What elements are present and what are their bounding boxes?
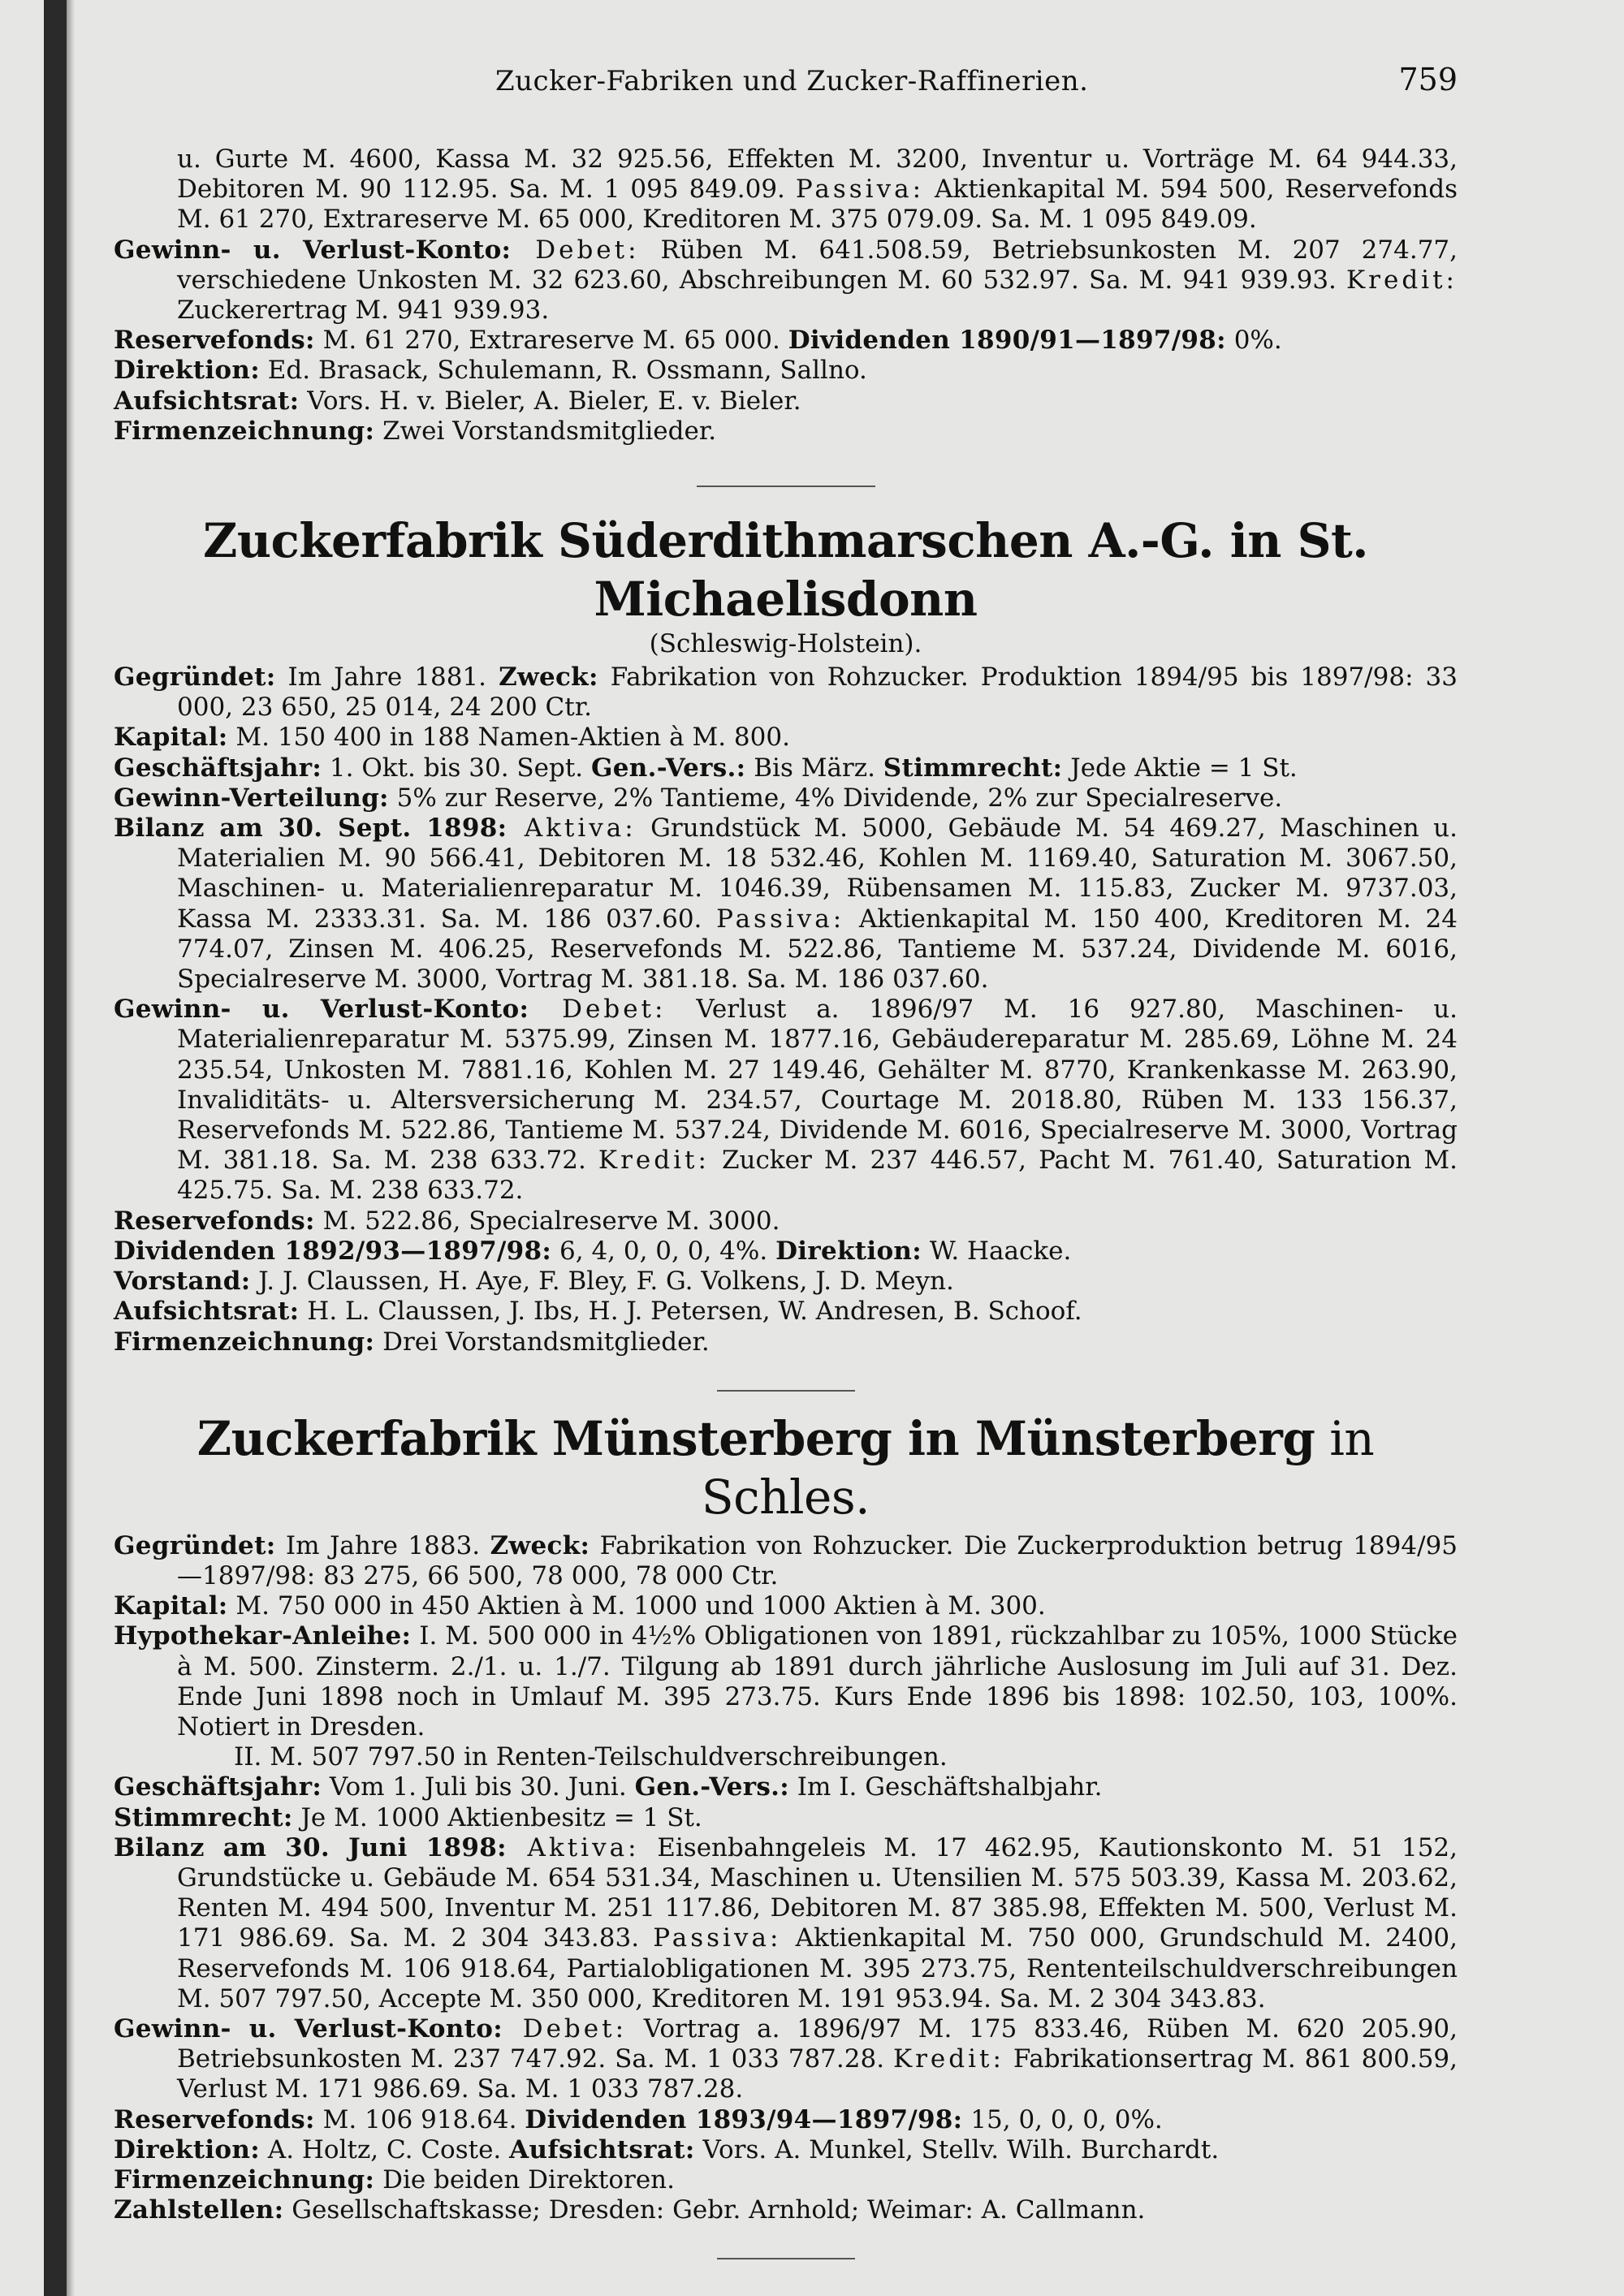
debet-text: Verlust a. 1896/97 M. 16 927.80, Maschinen- u. Materialienreparatur M. 5375.99, Zinsen M. 1877.16, Gebäudereparatur M. 285.69, Löhne M. 24 235.54, Unkosten M. 7881.16, Kohlen M. 27 149.46, Gehälter M. 8770, Krankenkasse M. 263.90, Invaliditäts- u. Altersversicherung M. 234.57, Courtage M. 2018.80, Rüben M. 133 156.37, Reservefonds M. 522.86, Tantieme M. 537.24, Dividende M. 6016, Specialreserve M. 3000, Vortrag M. 381.18. Sa. M. 238 633.72. [177,995,1458,1176]
hypothekar-anleihe-paragraph [114,1621,1458,1742]
bilanz-label: Bilanz am 30. Sept. 1898: [114,814,508,844]
reservefonds-label: Reservefonds: [114,2104,315,2134]
reservefonds-paragraph [114,1206,1458,1236]
stimmrecht-paragraph [114,1803,1458,1833]
kapital-text: M. 150 400 in 188 Namen-Aktien à M. 800. [227,723,790,753]
firmenzeichnung-paragraph [114,1327,1458,1357]
aktiva-label: Aktiva: [506,1832,640,1862]
prev-passiva-text: Aktienkapital M. 594 500, Reservefonds M. 61 270, Extrareserve M. 65 000, Kreditoren M. 375 079.09. Sa. M. 1 095 849.09. [177,175,1458,235]
aktiva-text: Eisenbahngeleis M. 17 462.95, Kautionskonto M. 51 152, Grundstücke u. Gebäude M. 654 531.34, Maschinen u. Utensilien M. 575 503.39, Kassa M. 203.62, Renten M. 494 500, Inventur M. 251 117.86, Debitoren M. 87 385.98, Effekten M. 500, Verlust M. 171 986.69. Sa. M. 2 304 343.83. [177,1832,1458,1953]
geschaeftsjahr-label: Geschäftsjahr: [114,753,322,783]
kapital-label: Kapital: [114,723,228,753]
firmenzeichnung-label: Firmenzeichnung: [114,1327,375,1357]
vorstand-label: Vorstand: [114,1267,251,1297]
prev-firmenzeichnung-paragraph [114,416,1458,447]
gegruendet-label: Gegründet: [114,662,276,693]
geschaeftsjahr-paragraph [114,753,1458,783]
section-divider [697,486,875,487]
previous-entry-continuation [114,145,1458,447]
stimmrecht-text: Jede Aktie = 1 St. [1062,753,1298,783]
zahlstellen-label: Zahlstellen: [114,2195,284,2225]
hypothekar-anleihe-text: I. M. 500 000 in 4½% Obligationen von 1891, rückzahlbar zu 105%, 1000 Stücke à M. 500. Zinsterm. 2./1. u. 1./7. Tilgung ab 1891 durch jährliche Auslosung im Juli auf 31. Dez. Ende Juni 1898 noch in Umlauf M. 395 273.75. Kurs Ende 1896 bis 1898: 102.50, 103, 100%. Notiert in Dresden. [177,1621,1458,1741]
document-page [114,57,1458,2259]
prev-gewinn-label: Gewinn- u. Verlust-Konto: [114,235,512,265]
firmenzeichnung-paragraph [114,2165,1458,2195]
prev-debet-text: Rüben M. 641.508.59, Betriebsunkosten M. 207 274.77, verschiedene Unkosten M. 32 623.60, Abschreibungen M. 60 532.97. Sa. M. 941 939.93. [177,235,1458,295]
prev-balance-paragraph [114,145,1458,235]
dividenden-text: 6, 4, 0, 0, 0, 4%. [551,1236,776,1266]
prev-debet-label: Debet: [511,235,640,265]
prev-kredit-text: Zuckerertrag M. 941 939.93. [177,296,550,326]
prev-reservefonds-text: M. 61 270, Extrareserve M. 65 000. [314,326,788,356]
passiva-label: Passiva: [653,1923,782,1953]
kredit-label: Kredit: [598,1146,710,1176]
prev-aufsichtsrat-text: Vors. H. v. Bieler, A. Bieler, E. v. Bieler. [299,386,801,416]
company-subtitle: (Schleswig-Holstein). [649,629,922,659]
zweck-text: Fabrikation von Rohzucker. Produktion 1894/95 bis 1897/98: 33 000, 23 650, 25 014, 24 200 Ctr. [177,662,1458,723]
passiva-label: Passiva: [716,904,845,934]
passiva-text: Aktienkapital M. 150 400, Kreditoren M. 24 774.07, Zinsen M. 406.25, Reservefonds M. 522.86, Tantieme M. 537.24, Dividende M. 6016, Specialreserve M. 3000, Vortrag M. 381.18. Sa. M. 186 037.60. [177,904,1458,995]
zahlstellen-paragraph [114,2195,1458,2225]
prev-passiva-label: Passiva: [795,175,925,205]
prev-dividenden-label: Dividenden 1890/91—1897/98: [788,326,1226,356]
bilanz-paragraph [114,814,1458,995]
kredit-label: Kredit: [892,2044,1004,2074]
company-title-suffix: in Schles. [701,1410,1375,1525]
geschaeftsjahr-paragraph [114,1772,1458,1802]
kapital-paragraph [114,1591,1458,1621]
stimmrecht-label: Stimmrecht: [114,1802,293,1832]
aufsichtsrat-label: Aufsichtsrat: [114,1297,300,1327]
gegruendet-paragraph [114,1531,1458,1591]
kapital-text: M. 750 000 in 450 Aktien à M. 1000 und 1000 Aktien à M. 300. [227,1591,1046,1621]
gewinn-verteilung-label: Gewinn-Verteilung: [114,783,389,813]
dividenden-text: 15, 0, 0, 0, 0%. [962,2104,1163,2134]
prev-balance-text: u. Gurte M. 4600, Kassa M. 32 925.56, Effekten M. 3200, Inventur u. Vorträge M. 64 944.33, Debitoren M. 90 112.95. Sa. M. 1 095 849.09. [177,145,1458,205]
prev-firmenzeichnung-text: Zwei Vorstandsmitglieder. [374,416,717,446]
page-number: 759 [1398,62,1458,97]
dividenden-label: Dividenden 1892/93—1897/98: [114,1236,552,1266]
zweck-text: Fabrikation von Rohzucker. Die Zuckerproduktion betrug 1894/95—1897/98: 83 275, 66 500, 78 000, 78 000 Ctr. [177,1530,1458,1590]
gen-vers-label: Gen.-Vers.: [634,1772,789,1802]
zweck-label: Zweck: [490,1530,590,1560]
prev-direktion-text: Ed. Brasack, Schulemann, R. Ossmann, Sallno. [259,356,867,386]
geschaeftsjahr-text: Vom 1. Juli bis 30. Juni. [322,1772,635,1802]
vorstand-paragraph [114,1267,1458,1297]
page-binding-edge [44,0,67,2296]
prev-aufsichtsrat-label: Aufsichtsrat: [114,386,300,416]
gegruendet-paragraph [114,662,1458,723]
zweck-label: Zweck: [499,662,598,693]
firmenzeichnung-text: Die beiden Direktoren. [374,2164,675,2195]
gen-vers-label: Gen.-Vers.: [591,753,746,783]
debet-text: Vortrag a. 1896/97 M. 175 833.46, Rüben M. 620 205.90, Betriebsunkosten M. 237 747.92. Sa. M. 1 033 787.28. [177,2013,1458,2074]
stimmrecht-label: Stimmrecht: [883,753,1063,783]
gegruendet-text: Im Jahre 1883. [275,1530,490,1560]
kapital-label: Kapital: [114,1591,228,1621]
direktion-label: Direktion: [114,2134,260,2164]
kapital-paragraph [114,723,1458,753]
direktion-label: Direktion: [775,1236,922,1266]
prev-reservefonds-label: Reservefonds: [114,326,315,356]
bilanz-paragraph [114,1833,1458,2014]
aktiva-label: Aktiva: [507,814,637,844]
gewinn-verlust-paragraph [114,995,1458,1206]
page-header [114,57,1458,112]
aufsichtsrat-text: H. L. Claussen, J. Ibs, H. J. Petersen, W. Andresen, B. Schoof. [299,1297,1082,1327]
kredit-text: Zucker M. 237 446.57, Pacht M. 761.40, Saturation M. 425.75. Sa. M. 238 633.72. [177,1146,1458,1206]
geschaeftsjahr-label: Geschäftsjahr: [114,1772,322,1802]
reservefonds-paragraph [114,2105,1458,2135]
stimmrecht-text: Je M. 1000 Aktienbesitz = 1 St. [292,1802,702,1832]
firmenzeichnung-text: Drei Vorstandsmitglieder. [374,1327,710,1357]
reservefonds-text: M. 522.86, Specialreserve M. 3000. [314,1206,780,1236]
gewinn-verlust-label: Gewinn- u. Verlust-Konto: [114,2013,503,2044]
bilanz-label: Bilanz am 30. Juni 1898: [114,1832,507,1862]
section-divider [717,1390,855,1392]
running-title: Zucker-Fabriken und Zucker-Raffinerien. [495,65,1089,97]
prev-gewinn-paragraph [114,235,1458,326]
hypothekar-anleihe-ii: II. M. 507 797.50 in Renten-Teilschuldverschreibungen. [234,1742,948,1772]
prev-aufsichtsrat-paragraph [114,386,1458,416]
prev-reservefonds-paragraph [114,326,1458,356]
company-title: Zuckerfabrik Süderdithmarschen A.-G. in St. Michaelisdonn [203,513,1368,628]
prev-firmenzeichnung-label: Firmenzeichnung: [114,416,375,446]
firmenzeichnung-label: Firmenzeichnung: [114,2164,375,2195]
geschaeftsjahr-text: 1. Okt. bis 30. Sept. [322,753,591,783]
entry-muensterberg [114,1409,1458,2226]
debet-label: Debet: [502,2013,628,2044]
prev-direktion-paragraph [114,356,1458,386]
vorstand-text: J. J. Claussen, H. Aye, F. Bley, F. G. Volkens, J. D. Meyn. [250,1267,954,1297]
hypothekar-anleihe-label: Hypothekar-Anleihe: [114,1621,412,1651]
gegruendet-text: Im Jahre 1881. [275,662,499,693]
gegruendet-label: Gegründet: [114,1530,276,1560]
debet-label: Debet: [529,995,667,1025]
zahlstellen-text: Gesellschaftskasse; Dresden: Gebr. Arnhold; Weimar: A. Callmann. [283,2195,1146,2225]
gewinn-verteilung-text: 5% zur Reserve, 2% Tantieme, 4% Dividende, 2% zur Specialreserve. [388,783,1283,813]
prev-kredit-label: Kredit: [1346,265,1458,295]
passiva-text: Aktienkapital M. 750 000, Grundschuld M. 2400, Reservefonds M. 106 918.64, Partialobligationen M. 395 273.75, Rententeilschuldverschreibungen M. 507 797.50, Accepte M. 350 000, Kreditoren M. 191 953.94. Sa. M. 2 304 343.83. [177,1923,1458,2013]
aufsichtsrat-paragraph [114,1297,1458,1327]
gewinn-verteilung-paragraph [114,783,1458,814]
aktiva-text: Grundstück M. 5000, Gebäude M. 54 469.27, Maschinen u. Materialien M. 90 566.41, Debitoren M. 18 532.46, Kohlen M. 1169.40, Saturation M. 3067.50, Maschinen- u. Materialienreparatur M. 1046.39, Rübensamen M. 115.83, Zucker M. 9737.03, Kassa M. 2333.31. Sa. M. 186 037.60. [177,814,1458,934]
prev-direktion-label: Direktion: [114,356,260,386]
dividenden-paragraph [114,1236,1458,1267]
entry-suederdithmarschen [114,511,1458,1357]
direktion-text: W. Haacke. [922,1236,1072,1266]
kredit-text: Fabrikationsertrag M. 861 800.59, Verlust M. 171 986.69. Sa. M. 1 033 787.28. [177,2044,1458,2104]
reservefonds-label: Reservefonds: [114,1206,315,1236]
gewinn-verlust-paragraph [114,2014,1458,2105]
page-binding-shadow [67,0,75,2296]
gen-vers-text: Im I. Geschäftshalbjahr. [788,1772,1103,1802]
aufsichtsrat-label: Aufsichtsrat: [509,2134,695,2164]
prev-dividenden-text: 0%. [1225,326,1282,356]
gen-vers-text: Bis März. [745,753,883,783]
direktion-text: A. Holtz, C. Coste. [259,2134,510,2164]
direktion-paragraph [114,2135,1458,2165]
company-title [114,1409,1458,1526]
company-title-main: Zuckerfabrik Münsterberg in Münsterberg [197,1410,1315,1466]
gewinn-verlust-label: Gewinn- u. Verlust-Konto: [114,995,529,1025]
reservefonds-text: M. 106 918.64. [314,2104,525,2134]
section-divider [717,2258,855,2259]
aufsichtsrat-text: Vors. A. Munkel, Stellv. Wilh. Burchardt. [694,2134,1220,2164]
dividenden-label: Dividenden 1893/94—1897/98: [525,2104,963,2134]
